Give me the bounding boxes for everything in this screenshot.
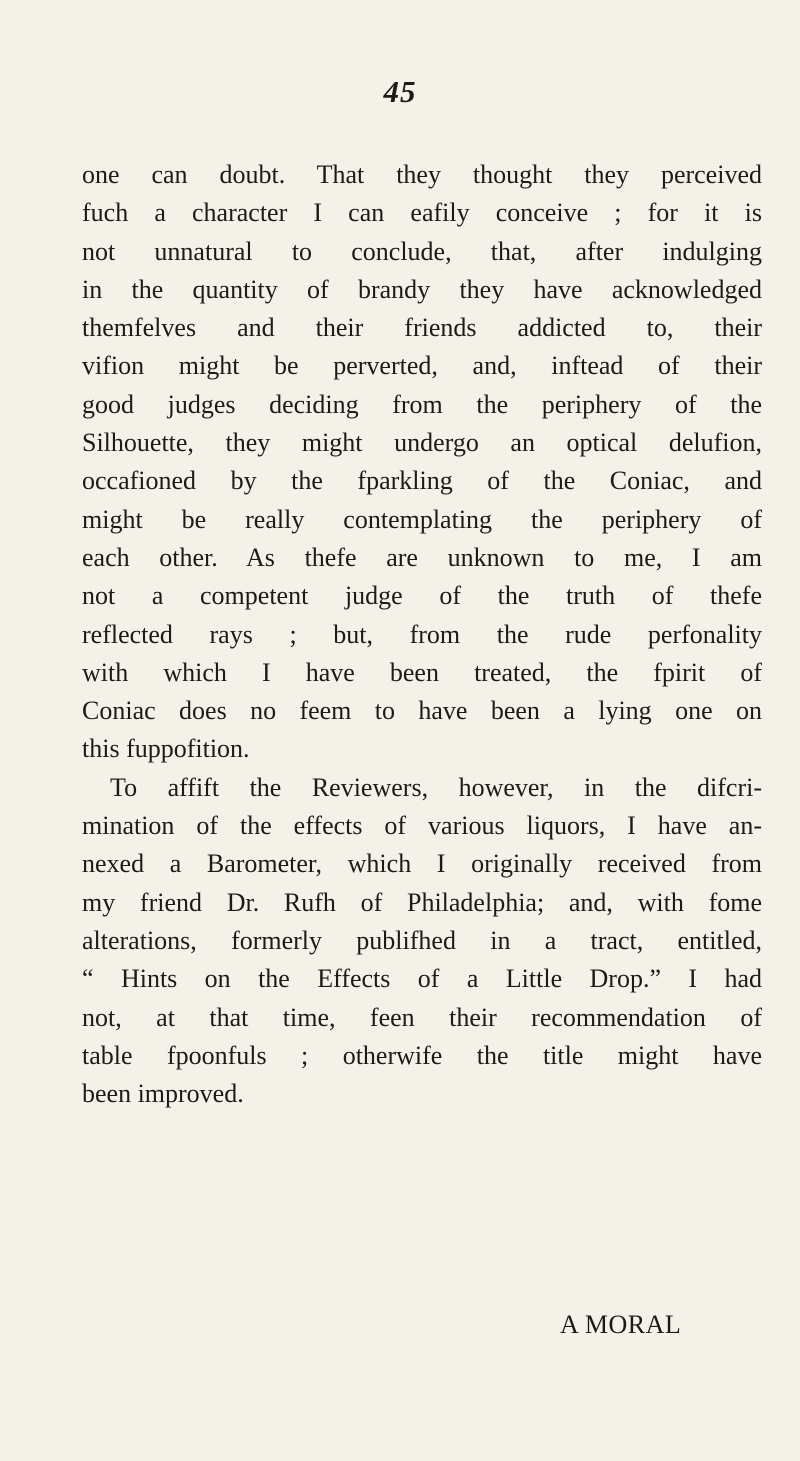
text-line: mination of the effects of various liquors, I have an- xyxy=(82,811,762,841)
text-line: not a competent judge of the truth of thefe xyxy=(82,581,762,611)
text-line: table fpoonfuls ; otherwife the title might have xyxy=(82,1040,762,1070)
text-line: Silhouette, they might undergo an optical delufion, xyxy=(82,428,762,458)
text-line: one can doubt. That they thought they perceived xyxy=(82,160,762,189)
text-line: my friend Dr. Rufh of Philadelphia; and, with fome xyxy=(82,887,762,917)
catchword: A MORAL xyxy=(560,1310,682,1339)
text-line: nexed a Barometer, which I originally received from xyxy=(82,849,762,879)
text-line: been improved. xyxy=(82,1079,244,1109)
text-line: “ Hints on the Effects of a Little Drop.” I had xyxy=(82,964,762,994)
text-line: alterations, formerly publifhed in a tract, entitled, xyxy=(82,925,762,955)
text-line: good judges deciding from the periphery of the xyxy=(82,389,762,419)
text-line: To affift the Reviewers, however, in the difcri- xyxy=(110,772,762,802)
text-line: vifion might be perverted, and, inftead of their xyxy=(82,351,762,381)
text-line: themfelves and their friends addicted to, their xyxy=(82,313,762,343)
text-line: reflected rays ; but, from the rude perfonality xyxy=(82,619,762,649)
text-line: this fuppofition. xyxy=(82,734,250,764)
text-line: in the quantity of brandy they have acknowledged xyxy=(82,274,762,304)
text-line: occafioned by the fparkling of the Coniac, and xyxy=(82,466,762,496)
paragraph xyxy=(82,156,762,769)
body-text xyxy=(82,156,762,1113)
text-line: each other. As thefe are unknown to me, I am xyxy=(82,542,762,572)
text-line: might be really contemplating the periphery of xyxy=(82,504,762,534)
text-line: Coniac does no feem to have been a lying one on xyxy=(82,696,762,726)
text-line: fuch a character I can eafily conceive ; for it is xyxy=(82,198,762,228)
page-number: 45 xyxy=(383,74,417,109)
text-line: not unnatural to conclude, that, after indulging xyxy=(82,236,762,266)
paragraph xyxy=(82,769,762,1114)
text-line: with which I have been treated, the fpirit of xyxy=(82,657,762,687)
text-line: not, at that time, feen their recommendation of xyxy=(82,1002,762,1032)
